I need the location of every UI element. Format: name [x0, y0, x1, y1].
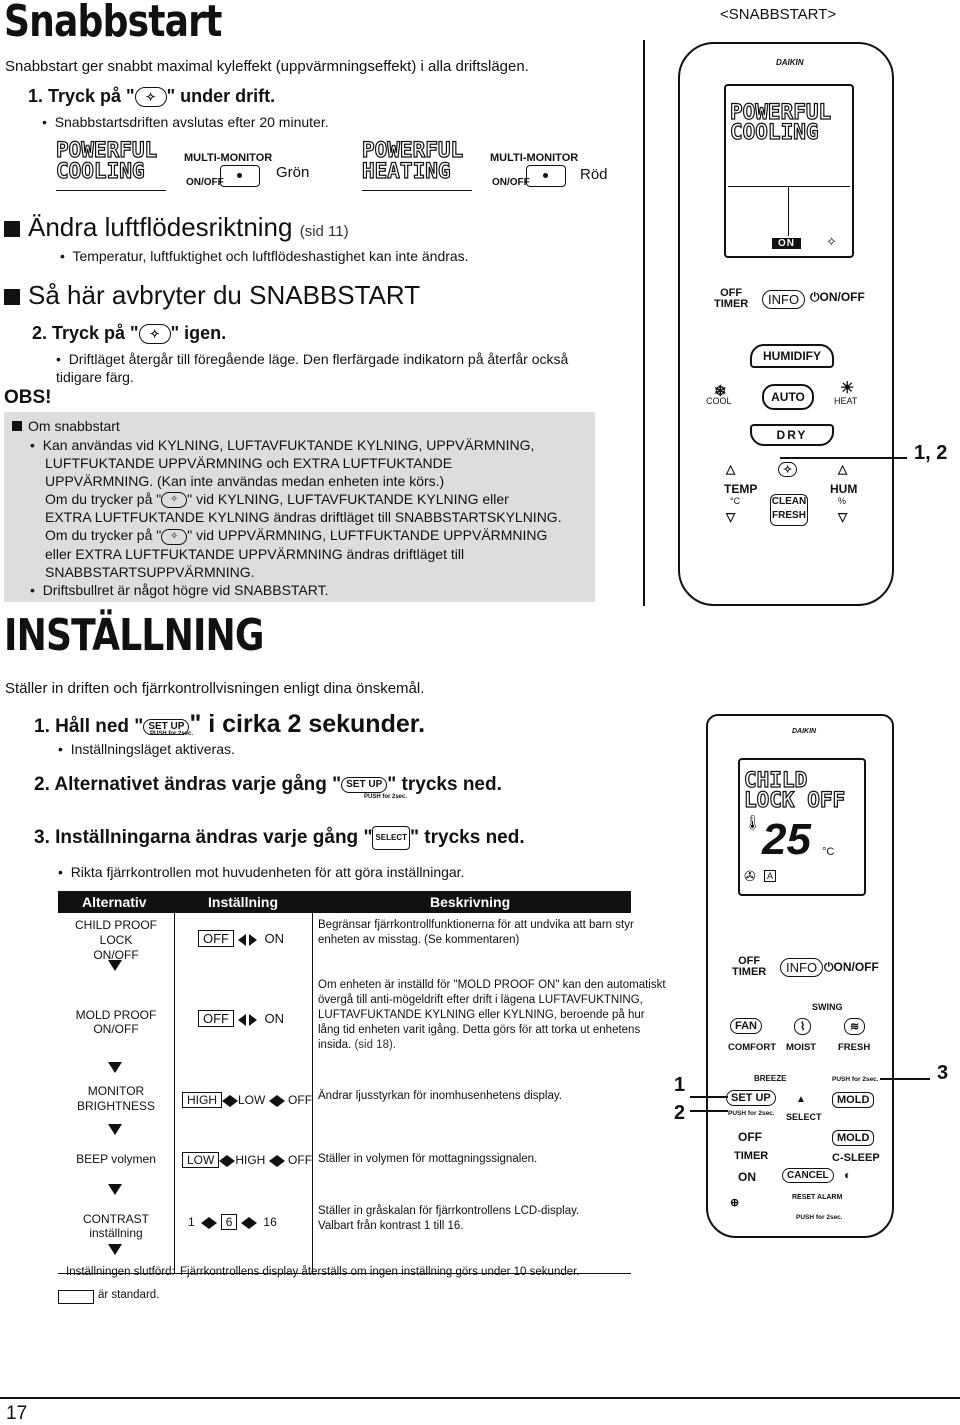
lcd-line-2: HEATING: [362, 159, 451, 183]
value: OFF: [288, 1153, 313, 1167]
table-row-values: [198, 930, 284, 947]
setup-button-icon: [341, 777, 387, 793]
desc-line: Ändrar ljusstyrkan för inomhusenhetens display.: [318, 1090, 562, 1102]
temp-down-icon[interactable]: ▽: [726, 510, 736, 524]
step-post: " trycks ned.: [387, 774, 502, 795]
value: OFF: [288, 1093, 313, 1107]
breeze-label: BREEZE: [754, 1074, 787, 1083]
obs-line: UPPVÄRMNING. (Kan inte användas medan enheten inte körs.): [45, 473, 445, 489]
fresh-label: FRESH: [838, 1042, 871, 1053]
table-row-alt: [58, 1212, 174, 1240]
value: HIGH: [235, 1153, 266, 1167]
lcd-line-2: LOCK OFF: [744, 788, 846, 812]
step1-post: " under drift.: [166, 86, 276, 106]
airflow-bullet: • Temperatur, luftfuktighet och luftflödeshastighet kan inte ändras.: [60, 248, 469, 264]
table-row-values: [182, 1092, 312, 1108]
table-header: [58, 891, 631, 913]
table-row-values: [182, 1152, 312, 1168]
lcd-line-2: COOLING: [56, 159, 145, 183]
desc-ref: (sid 18).: [354, 1039, 396, 1051]
multi-monitor-label-green: MULTI-MONITOR: [184, 152, 273, 164]
powerful-icon: ✧: [826, 234, 837, 249]
swing-v-button[interactable]: ⌇: [794, 1018, 811, 1035]
step2-pre: 2. Tryck på ": [32, 323, 139, 343]
remote-control-2: [706, 714, 894, 1238]
obs-heading: [12, 418, 120, 434]
hum-label: HUM: [830, 482, 858, 496]
step-post: " trycks ned.: [410, 827, 525, 849]
reset-alarm-label: RESET ALARM: [792, 1194, 843, 1201]
setting-step3-bullet: • Rikta fjärrkontrollen mot huvudenheten för att göra inställningar.: [58, 864, 465, 880]
cancel-title: Så här avbryter du SNABBSTART: [28, 280, 421, 310]
table-row-desc: [318, 978, 666, 1053]
remote-control-1: [678, 42, 894, 606]
cool-button[interactable]: COOL: [706, 396, 732, 406]
heat-sun-icon: ☀: [840, 380, 855, 397]
humidify-button[interactable]: HUMIDIFY: [750, 344, 834, 368]
lcd-line-1: POWERFUL: [730, 100, 832, 124]
push-label: PUSH for 2sec.: [796, 1214, 843, 1221]
lcd-line-1: POWERFUL: [362, 138, 464, 162]
table-row-alt: [58, 1084, 174, 1114]
down-arrow-icon: [108, 960, 122, 971]
page-title-setting: INSTÄLLNING: [4, 610, 264, 661]
csleep-button[interactable]: ◐: [844, 1168, 852, 1182]
csleep-label: C-SLEEP: [832, 1152, 880, 1164]
value: LOW: [238, 1093, 266, 1107]
obs-line: " vid UPPVÄRMNING, LUFTFUKTANDE UPPVÄRMNING: [187, 527, 548, 544]
obs-label: OBS!: [4, 387, 52, 408]
square-bullet-icon: [4, 221, 20, 237]
alt-line: ON/OFF: [93, 948, 139, 962]
comfort-label: COMFORT: [728, 1042, 777, 1053]
select-up-icon[interactable]: ▲: [796, 1094, 806, 1105]
table-divider-1: [174, 913, 175, 1273]
alt-line: BRIGHTNESS: [76, 1099, 155, 1113]
square-bullet-icon: [4, 289, 20, 305]
obs-line: SNABBSTARTSUPPVÄRMNING.: [45, 563, 255, 580]
color-green-label: Grön: [276, 164, 310, 181]
setup-label: SET UP: [346, 778, 383, 790]
powerful-button[interactable]: ✧: [778, 462, 797, 477]
table-row-alt: [58, 1008, 174, 1036]
desc-line: övergå till anti-mögeldrift efter drift i lägena LUFTAVFUKTNING,: [318, 994, 643, 1006]
off-timer-button-lower[interactable]: OFF: [738, 1130, 762, 1144]
down-arrow-icon: [108, 1244, 122, 1255]
value: 1: [188, 1215, 195, 1229]
step-pre: 2. Alternativet ändras varje gång ": [34, 774, 342, 795]
obs-line: EXTRA LUFTFUKTANDE KYLNING ändras driftläget till SNABBSTARTSKYLNING.: [45, 509, 562, 526]
remote2-screen: [738, 758, 866, 896]
left-arrow-icon: [241, 1217, 249, 1229]
down-arrow-icon: [108, 1062, 122, 1073]
powerful-button-icon: ✧: [139, 324, 171, 344]
page-number: 17: [6, 1403, 28, 1424]
auto-button[interactable]: AUTO: [762, 384, 814, 410]
info-button[interactable]: INFO: [762, 290, 805, 309]
desc-line: lång tid enheten varit igång. Detta görs för att torka ut enhetens: [318, 1024, 641, 1036]
bullet-text: Driftläget återgår till föregående läge. Den flerfärgade indikatorn på återfår också tidigare färg.: [56, 351, 569, 385]
monitor-lamp-red: [526, 165, 566, 187]
onoff-label-red: ON/OFF: [492, 177, 530, 188]
left-arrow-icon: [269, 1095, 277, 1107]
callout-line-1: [780, 457, 907, 459]
bullet-dot: •: [30, 437, 43, 453]
fan-button[interactable]: FAN: [730, 1018, 762, 1034]
onoff-button[interactable]: [824, 960, 879, 975]
brand-logo: DAIKIN: [776, 58, 804, 67]
desc-line: Begränsar fjärrkontrollfunktionerna för att undvika att barn styr: [318, 919, 634, 931]
table-row-desc: [318, 918, 634, 948]
obs-line: LUFTFUKTANDE UPPVÄRMNING och EXTRA LUFTFUKTANDE: [45, 455, 453, 471]
lcd-divider-v: [788, 186, 789, 236]
lcd-line-1: POWERFUL: [56, 138, 158, 162]
callout-line-3: [880, 1078, 930, 1080]
step-pre: 1. Håll ned ": [34, 716, 144, 737]
select-button-icon: [372, 826, 410, 850]
off-timer-line2: TIMER: [714, 298, 749, 310]
airflow-title: Ändra luftflödesriktning: [28, 212, 293, 242]
alt-line: MOLD PROOF ON/OFF: [75, 1008, 157, 1036]
right-arrow-icon: [249, 1217, 257, 1229]
setting-step1-bullet: • Inställningsläget aktiveras.: [58, 741, 235, 757]
hum-up-icon[interactable]: △: [838, 462, 848, 476]
lcd-powerful-heating: [362, 140, 472, 191]
desc-line: Om enheten är inställd för "MOLD PROOF ON" kan den automatiskt: [318, 979, 666, 991]
value-default: HIGH: [182, 1092, 222, 1108]
lcd-line-1: CHILD: [744, 768, 808, 792]
clean-fresh-button[interactable]: [770, 494, 808, 526]
left-arrow-icon: [238, 1014, 246, 1026]
swing-h-button[interactable]: ≋: [844, 1018, 865, 1035]
down-arrow-icon: [108, 1184, 122, 1195]
mold-button[interactable]: MOLD: [832, 1092, 874, 1108]
table-row-desc: [318, 1204, 579, 1234]
value-default: OFF: [198, 1010, 234, 1027]
obs-line: eller EXTRA LUFTFUKTANDE UPPVÄRMNING ändras driftläget till: [45, 545, 465, 562]
bullet-text: Temperatur, luftfuktighet och luftflödeshastighet kan inte ändras.: [72, 248, 469, 264]
legend-box: [58, 1290, 94, 1304]
callout-1: 1: [674, 1074, 686, 1096]
dry-button[interactable]: DRY: [750, 424, 834, 446]
select-button[interactable]: SELECT: [786, 1112, 822, 1122]
column-header: Alternativ: [82, 894, 147, 910]
left-arrow-icon: [269, 1155, 277, 1167]
temp-up-icon[interactable]: △: [726, 462, 736, 476]
alt-line: CHILD PROOF LOCK: [74, 918, 157, 947]
multi-monitor-label-red: MULTI-MONITOR: [490, 152, 579, 164]
off-timer-line2: TIMER: [732, 966, 767, 978]
remote1-screen: [724, 84, 854, 258]
obs-line: Om du trycker på ": [45, 491, 162, 507]
brand-logo: DAIKIN: [792, 728, 817, 735]
setup-button[interactable]: SET UP: [726, 1090, 776, 1106]
off-timer-button[interactable]: [714, 288, 748, 310]
right-arrow-icon: [277, 1095, 285, 1107]
fresh-label: FRESH: [772, 510, 806, 521]
value: ON: [264, 1011, 284, 1026]
legend-text: är standard.: [98, 1289, 160, 1301]
onoff-label: ON/OFF: [833, 960, 879, 974]
left-arrow-icon: [222, 1095, 230, 1107]
table-row-values: [188, 1214, 277, 1230]
lcd-line-2: COOLING: [730, 120, 819, 144]
onoff-label-green: ON/OFF: [186, 177, 224, 188]
setting-intro: Ställer in driften och fjärrkontrollvisningen enligt dina önskemål.: [5, 680, 425, 697]
obs-body: [30, 436, 562, 599]
lcd-fan-mode: A: [764, 870, 776, 882]
desc-line: Ställer in volymen för mottagningssignalen.: [318, 1153, 538, 1165]
step-pre: 3. Inställningarna ändras varje gång ": [34, 827, 373, 849]
table-row-values: [198, 1010, 284, 1027]
value-default: LOW: [182, 1152, 219, 1168]
push-label: PUSH for 2sec.: [364, 794, 408, 800]
column-header: Beskrivning: [430, 894, 511, 910]
off-timer-button[interactable]: [732, 956, 766, 978]
quickstart-intro: Snabbstart ger snabbt maximal kyleffekt (uppvärmningseffekt) i alla driftslägen.: [5, 58, 529, 75]
heat-button[interactable]: HEAT: [834, 396, 858, 406]
setting-step3: [34, 826, 525, 850]
callout-line-2: [690, 1110, 728, 1112]
callout-1-2: 1, 2: [914, 442, 948, 464]
desc-line: enheten av misstag. (Se kommentaren): [318, 934, 520, 946]
left-arrow-icon: [238, 934, 246, 946]
lcd-temp-unit: °C: [822, 846, 835, 858]
table-row-desc: [318, 1153, 537, 1165]
setting-step2: [34, 774, 502, 796]
cancel-button[interactable]: CANCEL: [782, 1168, 834, 1183]
square-bullet-icon: [12, 421, 22, 431]
callout-line-1: [690, 1096, 728, 1098]
value-default: 6: [221, 1214, 238, 1230]
power-icon: ⏻: [824, 960, 834, 974]
callout-3: 3: [937, 1062, 949, 1084]
onoff-label: ON/OFF: [819, 290, 865, 304]
bullet-text: Rikta fjärrkontrollen mot huvudenheten för att göra inställningar.: [70, 864, 465, 880]
value: ON: [264, 931, 284, 946]
color-red-label: Röd: [580, 166, 608, 183]
column-header: Inställning: [208, 894, 278, 910]
desc-line: Valbart från kontrast 1 till 16.: [318, 1220, 464, 1232]
desc-line: Ställer in gråskalan för fjärrkontrollens LCD-display.: [318, 1205, 580, 1217]
push-label: PUSH for 2sec.: [832, 1076, 879, 1083]
setting-step1: [34, 710, 425, 739]
quickstart-step1-bullet: • Snabbstartsdriften avslutas efter 20 minuter.: [42, 114, 329, 130]
airflow-heading: [4, 212, 349, 243]
obs-line: Om du trycker på ": [45, 527, 162, 544]
moist-label: MOIST: [786, 1042, 817, 1053]
table-row-alt: [58, 1152, 174, 1166]
push-label: PUSH for 2sec.: [728, 1110, 775, 1117]
mold-cancel-button[interactable]: MOLD: [832, 1130, 874, 1146]
obs-heading-text: Om snabbstart: [28, 418, 120, 434]
clock-icon[interactable]: ⊕: [730, 1197, 740, 1209]
on-timer-button[interactable]: ON: [738, 1170, 756, 1184]
cancel-step2: [32, 323, 226, 344]
clean-label: CLEAN: [771, 496, 807, 507]
desc-line: LUFTAVFUKTANDE KYLNING eller KYLNING, beroende på hur: [318, 1009, 645, 1021]
monitor-lamp-green: [220, 165, 260, 187]
obs-line: Driftsbullret är något högre vid SNABBSTART.: [42, 581, 329, 598]
table-row-alt: [58, 918, 174, 963]
alt-line: BEEP volymen: [76, 1152, 156, 1166]
cancel-bullet: • Driftläget återgår till föregående läge. Den flerfärgade indikatorn på återfår också tidigare färg.: [56, 351, 569, 385]
value-default: OFF: [198, 930, 234, 947]
lcd-divider: [728, 186, 850, 187]
right-arrow-icon: [209, 1217, 217, 1229]
lcd-powerful-cooling: [56, 140, 166, 191]
powerful-button-icon: ✧: [135, 87, 167, 107]
bullet-text: Snabbstartsdriften avslutas efter 20 minuter.: [54, 114, 329, 130]
airflow-ref: (sid 11): [299, 223, 349, 240]
value: 16: [263, 1215, 277, 1229]
step-post: " i cirka 2 sekunder.: [189, 710, 426, 738]
swing-label: SWING: [812, 1002, 843, 1012]
right-arrow-icon: [249, 1014, 257, 1026]
step1-pre: 1. Tryck på ": [28, 86, 135, 106]
timer-label: TIMER: [734, 1150, 769, 1162]
onoff-button[interactable]: [810, 290, 865, 305]
select-label: SELECT: [375, 833, 408, 842]
right-arrow-icon: [230, 1095, 238, 1107]
obs-line: " vid KYLNING, LUFTAVFUKTANDE KYLNING eller: [187, 491, 509, 507]
off-timer-line1: OFF: [738, 955, 761, 967]
powerful-button-icon: ✧: [161, 492, 187, 508]
right-arrow-icon: [277, 1155, 285, 1167]
power-icon: ⏻: [810, 290, 820, 304]
quickstart-step1: [28, 86, 275, 107]
alt-line: MONITOR: [87, 1084, 145, 1098]
step2-post: " igen.: [170, 323, 227, 343]
celsius-label: °C: [730, 496, 741, 506]
footer-text: Fjärrkontrollens display återställs om ingen inställning görs under 10 sekunder.: [180, 1266, 580, 1278]
fan-icon: ✇: [744, 868, 756, 884]
desc-line: insida.: [318, 1039, 352, 1051]
table-divider-2: [312, 913, 313, 1273]
info-button[interactable]: INFO: [780, 958, 823, 977]
callout-2: 2: [674, 1102, 686, 1124]
down-arrow-icon: [108, 1124, 122, 1135]
column-divider: [643, 40, 645, 606]
section-tag: <SNABBSTART>: [720, 6, 837, 23]
push-label: PUSH for 2sec.: [150, 731, 194, 737]
cool-snowflake-icon: ❄: [714, 383, 727, 400]
table-row-desc: [318, 1090, 562, 1102]
left-arrow-icon: [219, 1155, 227, 1167]
percent-label: %: [838, 496, 847, 506]
left-arrow-icon: [201, 1217, 209, 1229]
lcd-on-indicator: ON: [772, 238, 801, 249]
thermometer-icon: 🌡: [744, 814, 762, 830]
alt-line: CONTRAST inställning: [83, 1212, 149, 1240]
hum-down-icon[interactable]: ▽: [838, 510, 848, 524]
page-title-quickstart: Snabbstart: [4, 0, 222, 47]
lcd-temperature: 25: [762, 815, 811, 864]
setup-label: SET UP: [148, 720, 185, 732]
powerful-button-icon: ✧: [161, 529, 187, 545]
obs-line: Kan användas vid KYLNING, LUFTAVFUKTANDE KYLNING, UPPVÄRMNING,: [42, 437, 535, 453]
temp-label: TEMP: [724, 482, 758, 496]
bullet-dot: •: [30, 581, 43, 598]
page-footer-rule: [0, 1397, 960, 1399]
off-timer-line1: OFF: [720, 287, 743, 299]
right-arrow-icon: [249, 934, 257, 946]
bullet-text: Inställningsläget aktiveras.: [70, 741, 235, 757]
cancel-heading: [4, 280, 420, 311]
footer-label: Inställningen slutförd:: [66, 1266, 175, 1278]
